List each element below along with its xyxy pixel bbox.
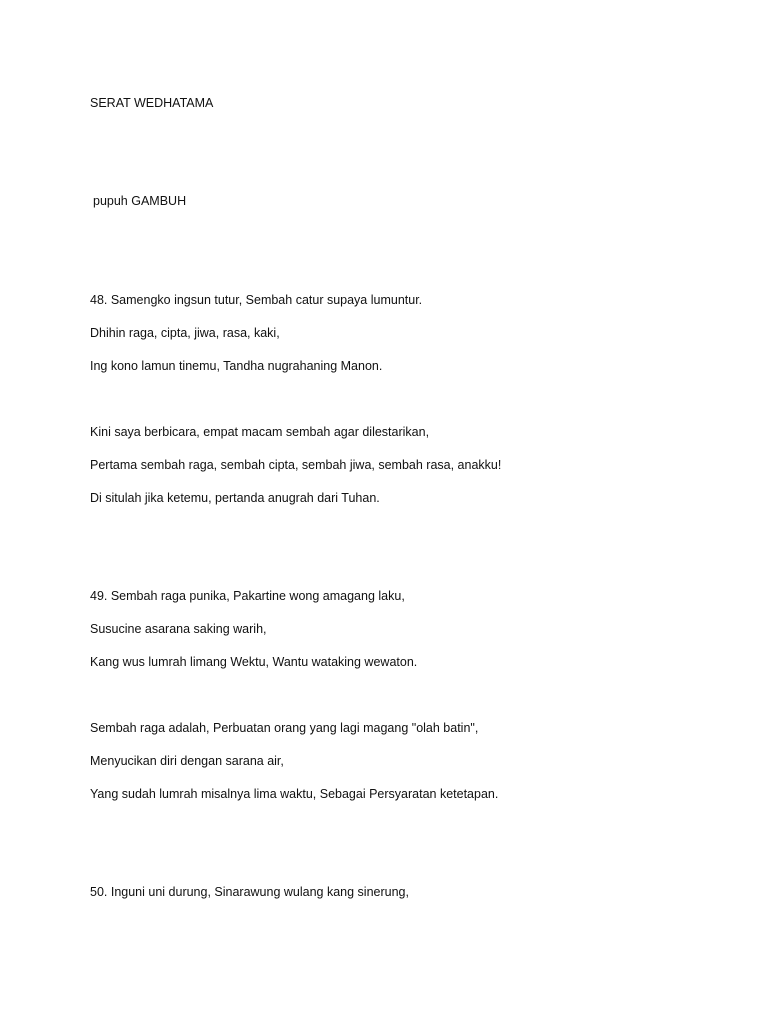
stanza-49-line-3: Kang wus lumrah limang Wektu, Wantu wataking wewaton. <box>90 655 418 669</box>
stanza-48-line-3: Ing kono lamun tinemu, Tandha nugrahaning Manon. <box>90 359 383 373</box>
translation-48-line-1: Kini saya berbicara, empat macam sembah agar dilestarikan, <box>90 425 430 439</box>
stanza-49-line-1: 49. Sembah raga punika, Pakartine wong amagang laku, <box>90 589 405 603</box>
translation-49-line-1: Sembah raga adalah, Perbuatan orang yang lagi magang "olah batin", <box>90 721 479 735</box>
stanza-50-line-1: 50. Inguni uni durung, Sinarawung wulang kang sinerung, <box>90 885 409 899</box>
translation-49-line-2: Menyucikan diri dengan sarana air, <box>90 754 284 768</box>
stanza-49-line-2: Susucine asarana saking warih, <box>90 622 267 636</box>
document-title: SERAT WEDHATAMA <box>90 96 214 110</box>
translation-49-line-3: Yang sudah lumrah misalnya lima waktu, Sebagai Persyaratan ketetapan. <box>90 787 499 801</box>
document-subtitle: pupuh GAMBUH <box>93 194 187 208</box>
stanza-48-line-1: 48. Samengko ingsun tutur, Sembah catur supaya lumuntur. <box>90 293 423 307</box>
stanza-48-line-2: Dhihin raga, cipta, jiwa, rasa, kaki, <box>90 326 280 340</box>
translation-48-line-2: Pertama sembah raga, sembah cipta, sembah jiwa, sembah rasa, anakku! <box>90 458 502 472</box>
translation-48-line-3: Di situlah jika ketemu, pertanda anugrah dari Tuhan. <box>90 491 380 505</box>
